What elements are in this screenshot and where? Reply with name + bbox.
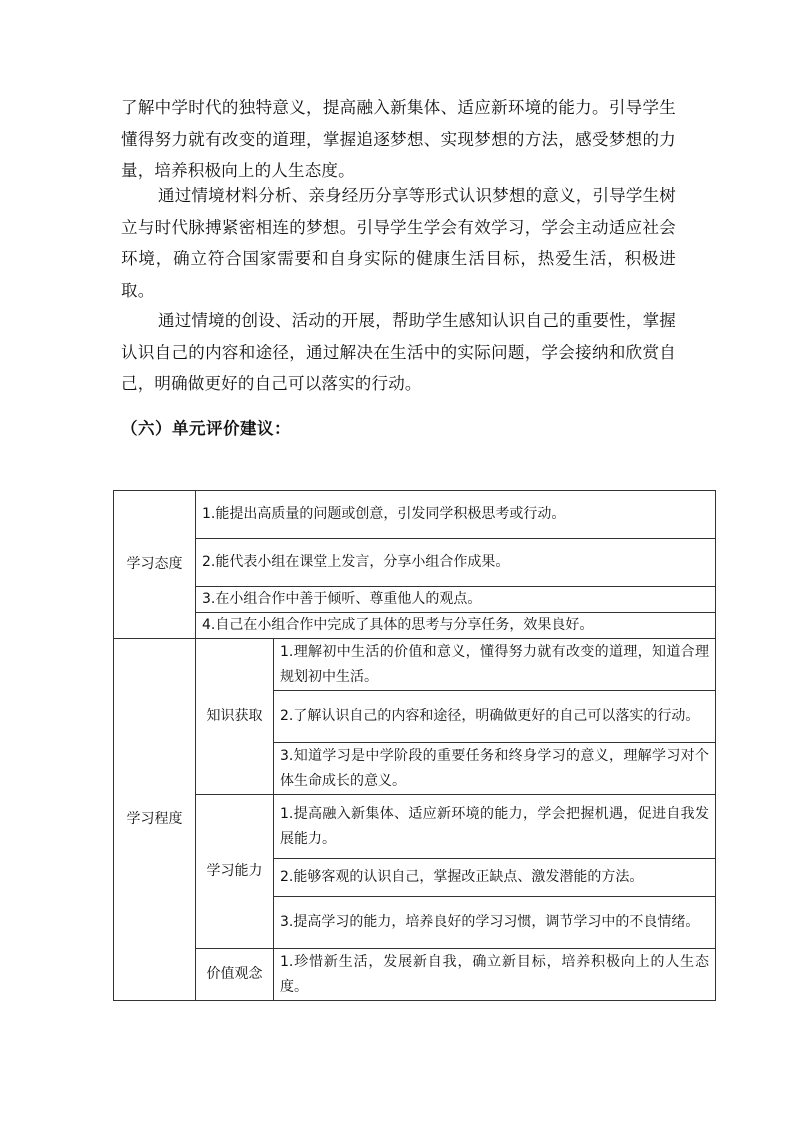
table-row	[114, 639, 716, 691]
attitude-item: 1.能提出高质量的问题或创意，引发同学积极思考或行动。	[196, 491, 716, 539]
category-degree: 学习程度	[114, 639, 196, 1001]
evaluation-table	[113, 490, 716, 1001]
table-row	[114, 613, 716, 639]
paragraph-goals-2: 通过情境材料分析、亲身经历分享等形式认识梦想的意义，引导学生树立与时代脉搏紧密相连的梦想。引导学生学会有效学习，学会主动适应社会环境，确立符合国家需要和自身实际的健康生活目标，热爱生活，积极进取。	[121, 186, 676, 300]
paragraph-goals-3: 通过情境的创设、活动的开展，帮助学生感知认识自己的重要性，掌握认识自己的内容和途径，通过解决在生活中的实际问题，学会接纳和欣赏自己，明确做更好的自己可以落实的行动。	[121, 311, 676, 394]
ability-item: 3.提高学习的能力，培养良好的学习习惯，调节学习中的不良情绪。	[274, 897, 716, 949]
knowledge-item: 2.了解认识自己的内容和途径，明确做更好的自己可以落实的行动。	[274, 691, 716, 743]
attitude-item: 4.自己在小组合作中完成了具体的思考与分享任务，效果良好。	[196, 613, 716, 639]
table-row	[114, 539, 716, 587]
table-row	[114, 949, 716, 1001]
ability-item: 2.能够客观的认识自己，掌握改正缺点、激发潜能的方法。	[274, 859, 716, 897]
paragraph-goals-1: 了解中学时代的独特意义，提高融入新集体、适应新环境的能力。引导学生懂得努力就有改变的道理，掌握追逐梦想、实现梦想的方法，感受梦想的力量，培养积极向上的人生态度。	[121, 98, 676, 181]
category-attitude: 学习态度	[114, 491, 196, 639]
subcategory-knowledge: 知识获取	[196, 639, 274, 795]
knowledge-item: 3.知道学习是中学阶段的重要任务和终身学习的意义，理解学习对个体生命成长的意义。	[274, 743, 716, 795]
subcategory-values: 价值观念	[196, 949, 274, 1001]
knowledge-item: 1.理解初中生活的价值和意义，懂得努力就有改变的道理，知道合理规划初中生活。	[274, 639, 716, 691]
subcategory-ability: 学习能力	[196, 795, 274, 949]
table-row	[114, 587, 716, 613]
ability-item: 1.提高融入新集体、适应新环境的能力，学会把握机遇，促进自我发展能力。	[274, 795, 716, 859]
section-heading: （六）单元评价建议：	[121, 419, 291, 438]
table-row	[114, 795, 716, 859]
attitude-item: 2.能代表小组在课堂上发言，分享小组合作成果。	[196, 539, 716, 587]
table-row	[114, 491, 716, 539]
values-item: 1.珍惜新生活，发展新自我，确立新目标，培养积极向上的人生态度。	[274, 949, 716, 1001]
attitude-item: 3.在小组合作中善于倾听、尊重他人的观点。	[196, 587, 716, 613]
